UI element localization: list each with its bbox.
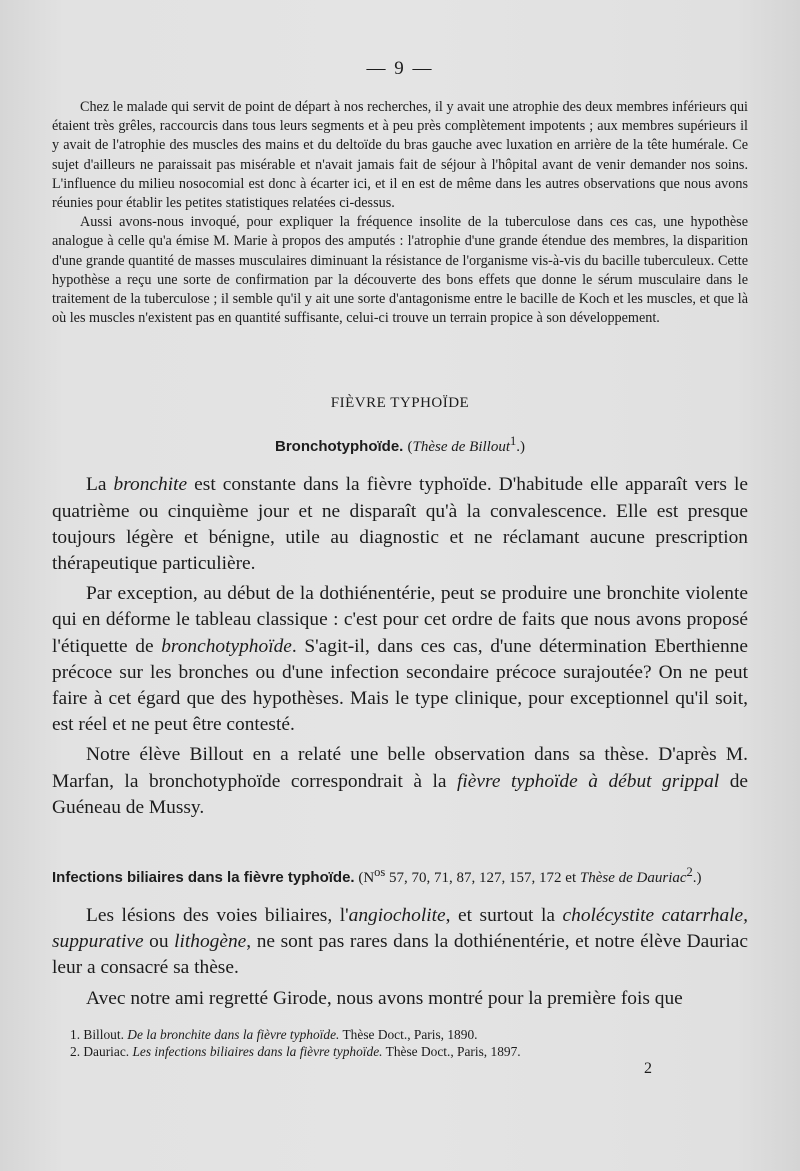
text-run: Par exception, au début de la dothiénentérie, peut se produire une bronchite violente qui en déforme le tableau classique : c'est pour cet ordre de faits que nous avons proposé l'étiquette de <box>52 583 748 657</box>
text-run: La <box>86 474 114 496</box>
page-number: — 9 — <box>366 58 434 79</box>
text-run: 1. Billout. <box>70 1026 128 1042</box>
footnote-1 <box>52 1026 748 1044</box>
italic-run: De la bronchite dans la fièvre typhoïde. <box>127 1026 340 1042</box>
ref-open: ( <box>407 439 413 456</box>
text-run: Thèse Doct., Paris, 1897. <box>382 1044 521 1060</box>
text-run: est constante dans la fièvre typhoïde. D'habitude elle apparaît vers le quatrième ou cinquième jour et ne disparaît qu'à la convalescence. Elle est presque toujours légère et bénigne, utile au diagnostic et ne réclamant aucune prescription thérapeutique particulière. <box>52 474 748 575</box>
footnotes <box>52 1026 748 1061</box>
bronchotyphoide-body <box>52 472 748 821</box>
italic-run: Les infections biliaires dans la fièvre typhoïde. <box>132 1044 383 1060</box>
heading-text: Infections biliaires dans la fièvre typhoïde. <box>52 869 355 887</box>
intro-paragraph-1: Chez le malade qui servit de point de départ à nos recherches, il y avait une atrophie des deux membres inférieurs qui étaient très grêles, raccourcis dans tous leurs segments et à peu près complètement impotents ; aux membres supérieurs il y avait de l'atrophie des muscles des mains et du deltoïde du bras gauche avec luxation en arrière de la tête humérale. Ce sujet d'ailleurs ne paraissait pas misérable et n'avait jamais fait de séjour à l'hôpital avant de venir demander nos soins. L'influence du milieu nosocomial est donc à écarter ici, et il en est de même dans les autres observations que nous avons réunies pour établir les petites statistiques relatées ci-dessus. <box>52 99 748 212</box>
ref-italic: Thèse de Billout <box>412 439 510 456</box>
text-run: Les lésions des voies biliaires, l' <box>86 905 349 927</box>
biliary-body <box>52 903 748 1012</box>
text-run: Notre élève Billout en a relaté une belle observation dans sa thèse. D'après M. Marfan, la bronchotyphoïde correspondrait à la <box>52 744 748 792</box>
intro-text <box>52 98 748 328</box>
ref-italic: Thèse de Dauriac <box>579 870 687 887</box>
broncho-paragraph-2 <box>52 581 748 738</box>
ref-text: (N <box>354 870 375 887</box>
text-run: . S'agit-il, dans ces cas, d'une détermination Eberthienne précoce sur les bronches ou d'une infection secondaire précoce surajoutée? On ne peut faire à cet égard que des hypothèses. Mais le type clinique, pour exceptionnel qu'il soit, est réel et ne peut être contesté. <box>52 635 749 736</box>
bronchotyphoide-heading <box>52 434 748 456</box>
text-run: , ne sont pas rares dans la dothiénentérie, et notre élève Dauriac leur a consacré sa thèse. <box>52 931 748 979</box>
section-title: FIÈVRE TYPHOÏDE <box>330 395 470 412</box>
ref-sup: os <box>374 865 386 880</box>
broncho-paragraph-3 <box>52 742 748 821</box>
footnote-marker-1: 1 <box>510 434 517 449</box>
text-run: Thèse Doct., Paris, 1890. <box>339 1026 478 1042</box>
italic-run: bronchotyphoïde <box>161 635 292 657</box>
italic-run: bronchite <box>113 474 188 496</box>
ref-close: .) <box>692 870 702 887</box>
text-run: ou <box>143 931 175 953</box>
biliary-paragraph-2: Avec notre ami regretté Girode, nous avons montré pour la première fois que <box>86 987 683 1009</box>
ref-close: .) <box>516 439 525 456</box>
footnote-2 <box>52 1043 748 1061</box>
broncho-paragraph-1 <box>52 472 748 577</box>
heading-reference <box>407 434 526 456</box>
heading-text: Bronchotyphoïde. <box>275 438 404 456</box>
italic-run: cholécystite catarrhale, suppurative <box>52 905 748 953</box>
ref-text: 57, 70, 71, 87, 127, 157, 172 et <box>385 870 580 887</box>
text-run: de Guéneau de Mussy. <box>52 770 748 818</box>
italic-run: lithogène <box>174 931 247 953</box>
biliary-heading <box>52 865 748 887</box>
intro-paragraph-2: Aussi avons-nous invoqué, pour expliquer la fréquence insolite de la tuberculose dans ces cas, une hypothèse analogue à celle qu'a émise M. Marie à propos des amputés : l'atrophie d'une grande étendue des membres, la disparition d'une grande quantité de masses musculaires diminuant la résistance de l'organisme vis-à-vis du bacille tuberculeux. Cette hypothèse a reçu une sorte de confirmation par la découverte des bons effets que donne le sérum musculaire dans le traitement de la tuberculose ; il semble qu'il y ait une sorte d'antagonisme entre le bacille de Koch et les muscles, et que là où les muscles n'existent pas en quantité suffisante, celui-ci trouve un terrain propice à son développement. <box>52 214 748 327</box>
signature-mark: 2 <box>644 1060 652 1077</box>
biliary-paragraph-1 <box>52 903 748 982</box>
text-run: 2. Dauriac. <box>70 1044 133 1060</box>
footnote-marker-2: 2 <box>686 865 693 880</box>
text-run: , et surtout la <box>445 905 563 927</box>
italic-run: angiocholite <box>348 905 446 927</box>
italic-run: fièvre typhoïde à début grippal <box>457 770 720 792</box>
